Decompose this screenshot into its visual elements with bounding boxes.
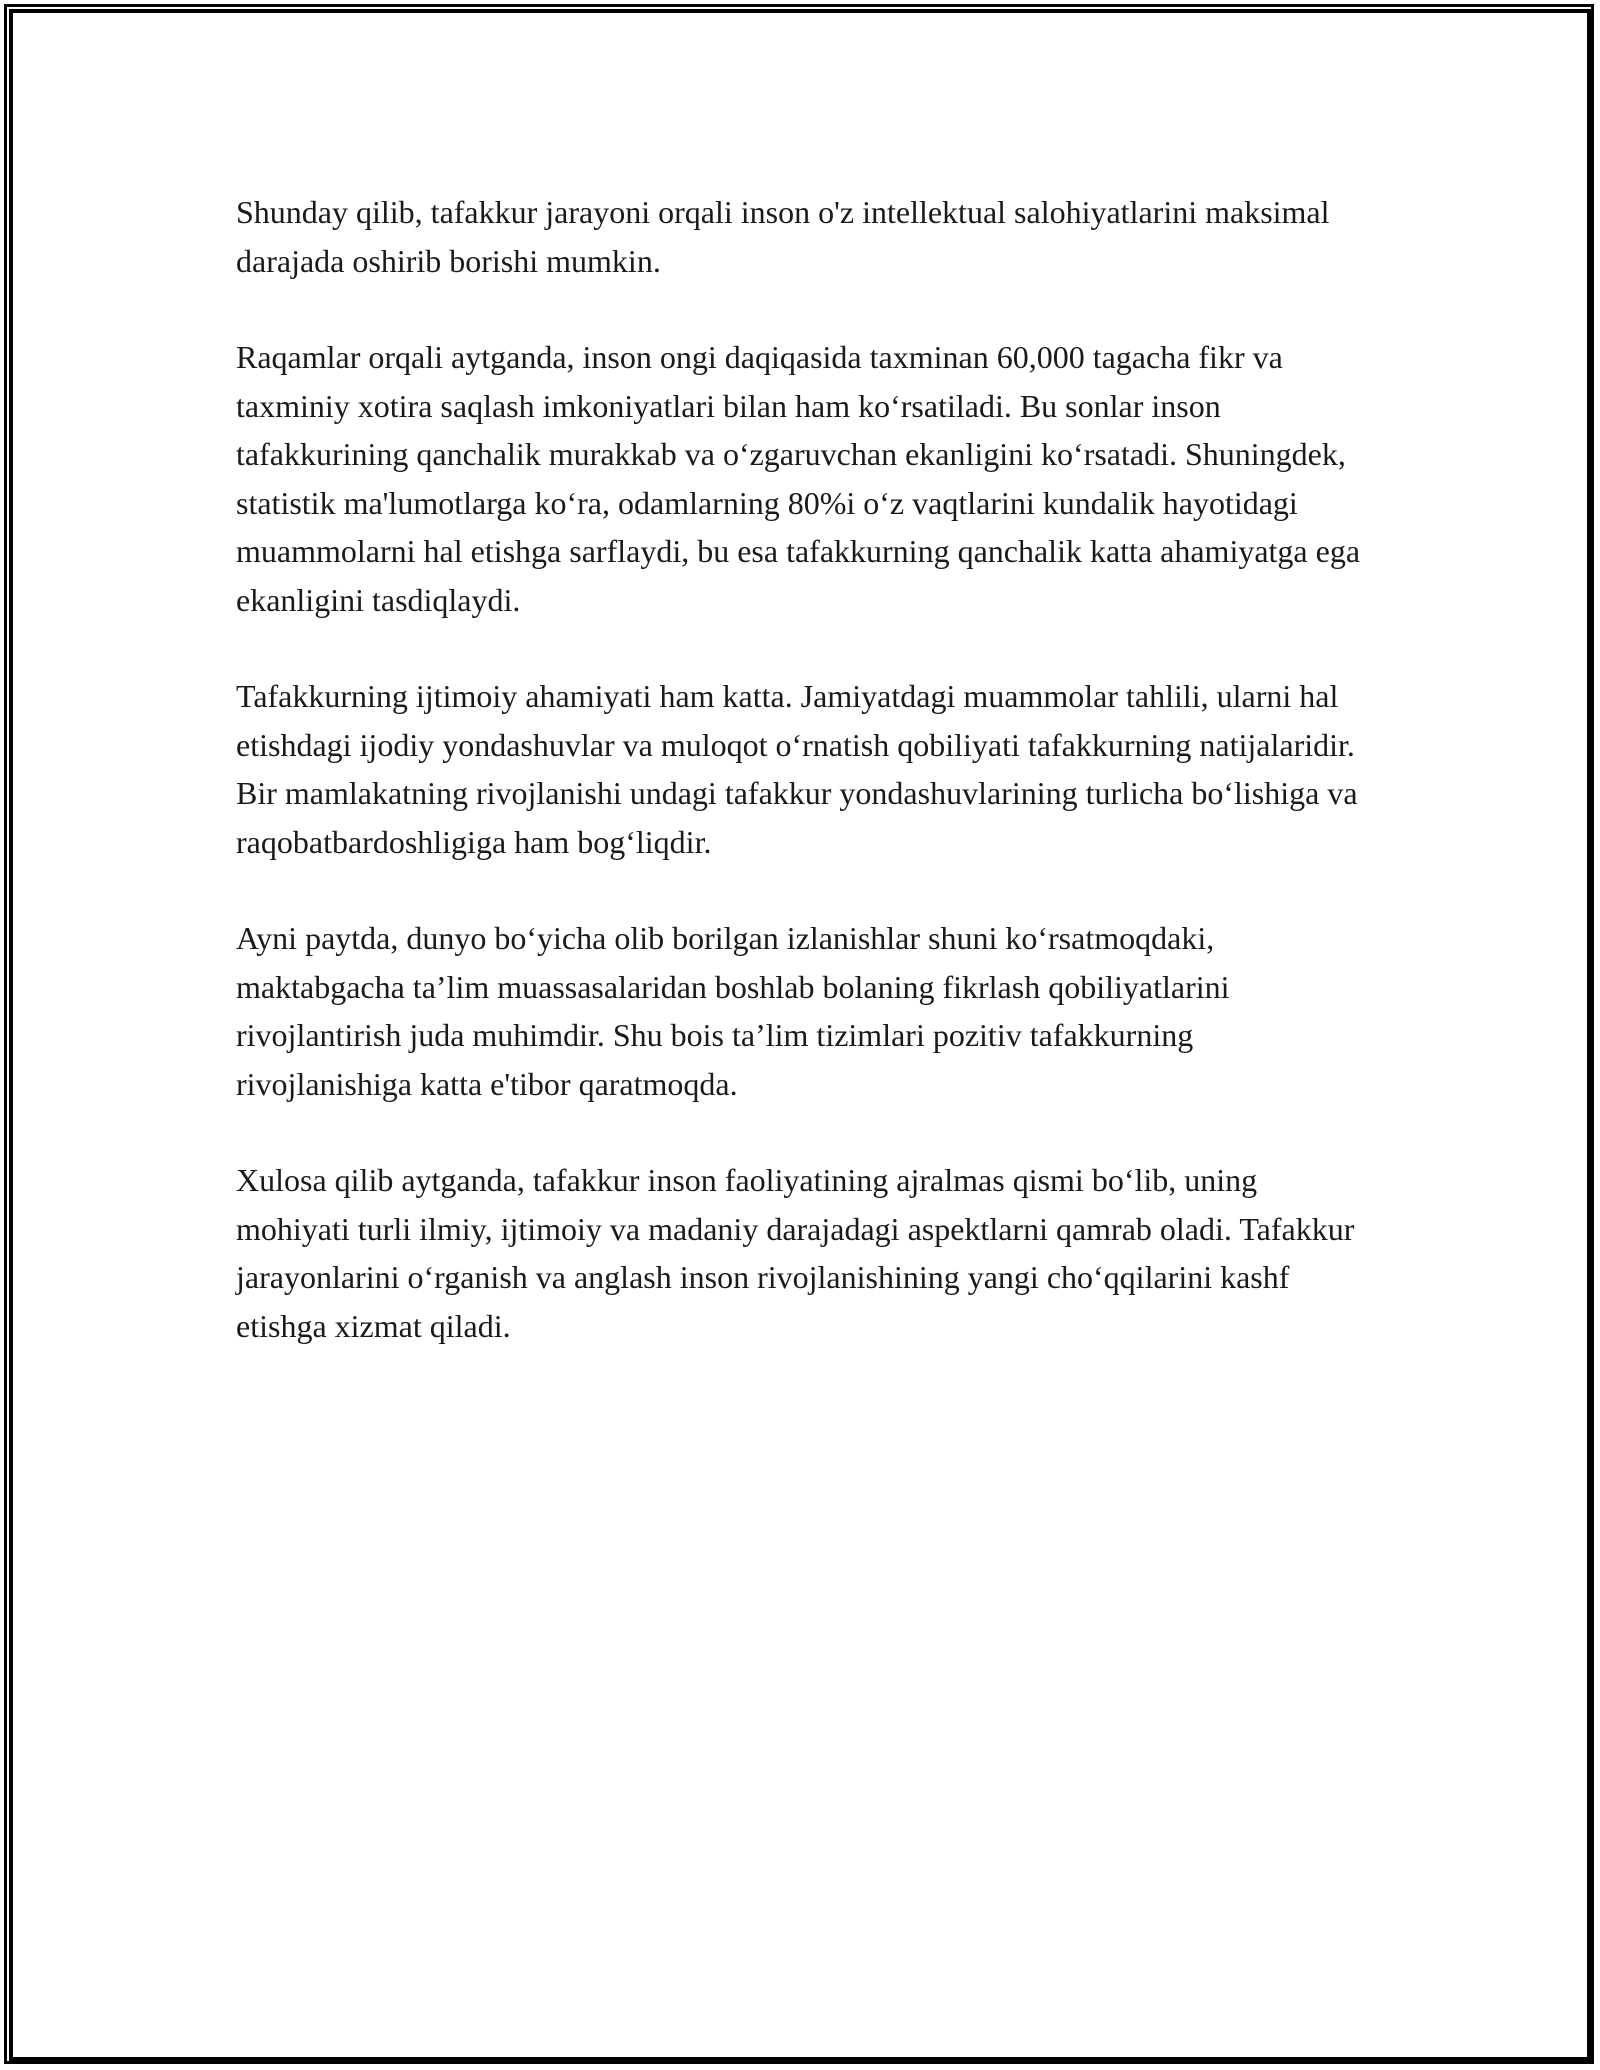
paragraph-5: Xulosa qilib aytganda, tafakkur inson faoliyatining ajralmas qismi bo‘lib, uning mohiyati turli ilmiy, ijtimoiy va madaniy darajadagi aspektlarni qamrab oladi. Tafakkur jarayonlarini o‘rganish va anglash inson rivojlanishining yangi cho‘qqilarini kashf etishga xizmat qiladi. (236, 1162, 1355, 1344)
paragraph-1: Shunday qilib, tafakkur jarayoni orqali inson o'z intellektual salohiyatlarini maksimal darajada oshirib borishi mumkin. (236, 194, 1330, 279)
paragraph-3: Tafakkurning ijtimoiy ahamiyati ham katta. Jamiyatdagi muammolar tahlili, ularni hal etishdagi ijodiy yondashuvlar va muloqot o‘rnatish qobiliyati tafakkurning natijalaridir. Bir mamlakatning rivojlanishi undagi tafakkur yondashuvlarining turlicha bo‘lishiga va raqobatbardoshligiga ham bog‘liqdir. (236, 678, 1358, 860)
paragraph-2: Raqamlar orqali aytganda, inson ongi daqiqasida taxminan 60,000 tagacha fikr va taxminiy xotira saqlash imkoniyatlari bilan ham ko‘rsatiladi. Bu sonlar inson tafakkurining qanchalik murakkab va o‘zgaruvchan ekanligini ko‘rsatadi. Shuningdek, statistik ma'lumotlarga ko‘ra, odamlarning 80%i o‘z vaqtlarini kundalik hayotidagi muammolarni hal etishga sarflaydi, bu esa tafakkurning qanchalik katta ahamiyatga ega ekanligini tasdiqlaydi. (236, 339, 1361, 618)
document-body (236, 188, 1366, 1398)
paragraph-4: Ayni paytda, dunyo bo‘yicha olib borilgan izlanishlar shuni ko‘rsatmoqdaki, maktabgacha ta’lim muassasalaridan boshlab bolaning fikrlash qobiliyatlarini rivojlantirish juda muhimdir. Shu bois ta’lim tizimlari pozitiv tafakkurning rivojlanishiga katta e'tibor qaratmoqda. (236, 920, 1230, 1102)
